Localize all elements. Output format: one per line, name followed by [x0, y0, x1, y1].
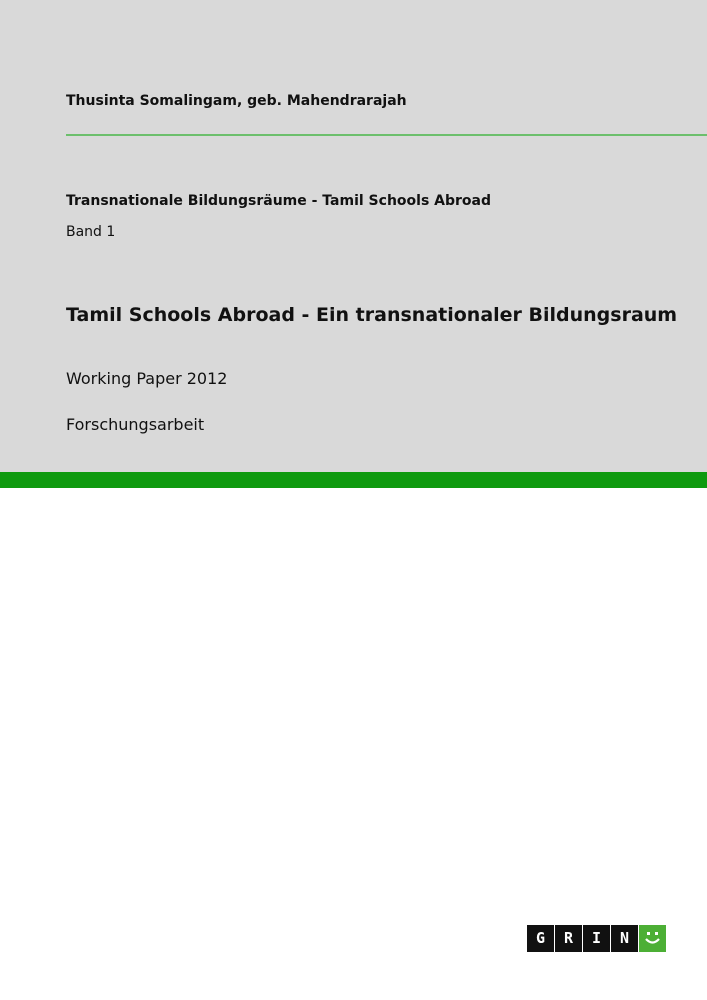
logo-letter-g: G: [527, 925, 554, 952]
book-title: Tamil Schools Abroad - Ein transnationaler Bildungsraum: [66, 304, 678, 326]
logo-letter-r: R: [555, 925, 582, 952]
publisher-logo: [527, 925, 666, 952]
document-type: Forschungsarbeit: [66, 415, 205, 434]
series-title: Transnationale Bildungsräume - Tamil Schools Abroad: [66, 193, 491, 209]
logo-letter-i: I: [583, 925, 610, 952]
book-subtitle: Working Paper 2012: [66, 369, 228, 388]
divider-line: [66, 134, 707, 136]
logo-letter-n: N: [611, 925, 638, 952]
volume-label: Band 1: [66, 224, 116, 240]
accent-bar: [0, 472, 707, 488]
smile-icon: [639, 925, 666, 952]
author-name: Thusinta Somalingam, geb. Mahendrarajah: [66, 93, 407, 109]
